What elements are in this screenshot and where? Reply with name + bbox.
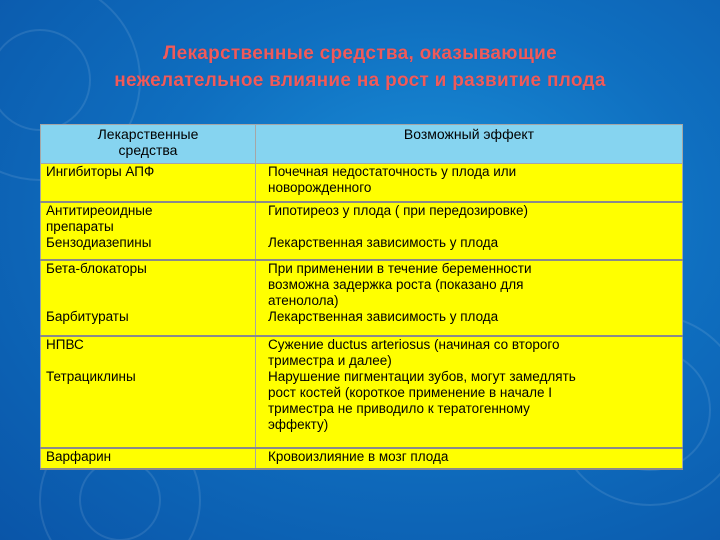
effect-cell (256, 202, 683, 260)
drug-line (46, 293, 250, 309)
drug-line: препараты (46, 219, 114, 235)
header-effect: Возможный эффект (256, 125, 683, 164)
drug-line: Антитиреоидные (46, 203, 153, 219)
slide-title (20, 40, 700, 94)
effect-line (268, 219, 677, 235)
slide-title-line-1: Лекарственные средства, оказывающие (162, 43, 558, 64)
effect-line: Гипотиреоз у плода ( при передозировке) (268, 203, 528, 219)
effect-line: Нарушение пигментации зубов, могут замедлять (268, 368, 576, 384)
drug-line (46, 353, 250, 369)
effect-line: Кровоизлияние в мозг плода (268, 449, 449, 465)
drug-cell (41, 164, 256, 203)
effect-cell (256, 260, 683, 336)
drug-cell (41, 336, 256, 449)
table-header-row (41, 125, 683, 164)
effect-line: триместра и далее) (268, 352, 392, 368)
drug-line: Варфарин (46, 449, 112, 465)
effect-cell (256, 336, 683, 449)
table-row (41, 202, 683, 260)
table-row (41, 164, 683, 203)
drugs-table (40, 124, 683, 470)
table-row (41, 448, 683, 469)
effect-line: рост костей (короткое применение в начале I (268, 384, 553, 400)
effect-line: Сужение ductus arteriosus (начиная со второго (268, 336, 560, 352)
drug-line: Бензодиазепины (46, 235, 152, 251)
drug-cell (41, 260, 256, 336)
table-row (41, 336, 683, 449)
effect-line: При применении в течение беременности (268, 260, 532, 276)
header-drugs (41, 125, 256, 164)
drug-cell (41, 448, 256, 469)
effect-line: Лекарственная зависимость у плода (268, 308, 499, 324)
effect-line: новорожденного (268, 180, 372, 195)
drug-line (46, 277, 250, 293)
drug-line: НПВС (46, 336, 84, 352)
drug-cell (41, 202, 256, 260)
header-drugs-line: средства (118, 142, 178, 158)
effect-line: Почечная недостаточность у плода или (268, 164, 517, 179)
effect-cell (256, 448, 683, 469)
effect-line: эффекту) (268, 416, 329, 432)
drug-line: Тетрациклины (46, 368, 136, 384)
slide-title-line-2: нежелательное влияние на рост и развитие плода (114, 70, 606, 91)
effect-line: атенолола) (268, 292, 339, 308)
header-drugs-line: Лекарственные (97, 126, 199, 142)
drug-line: Ингибиторы АПФ (46, 164, 155, 179)
effect-line: триместра не приводило к тератогенному (268, 400, 530, 416)
drug-line: Бета-блокаторы (46, 260, 147, 276)
table-row (41, 260, 683, 336)
effect-line: Лекарственная зависимость у плода (268, 235, 499, 251)
drug-line: Барбитураты (46, 308, 129, 324)
effect-cell (256, 164, 683, 203)
effect-line: возможна задержка роста (показано для (268, 276, 524, 292)
